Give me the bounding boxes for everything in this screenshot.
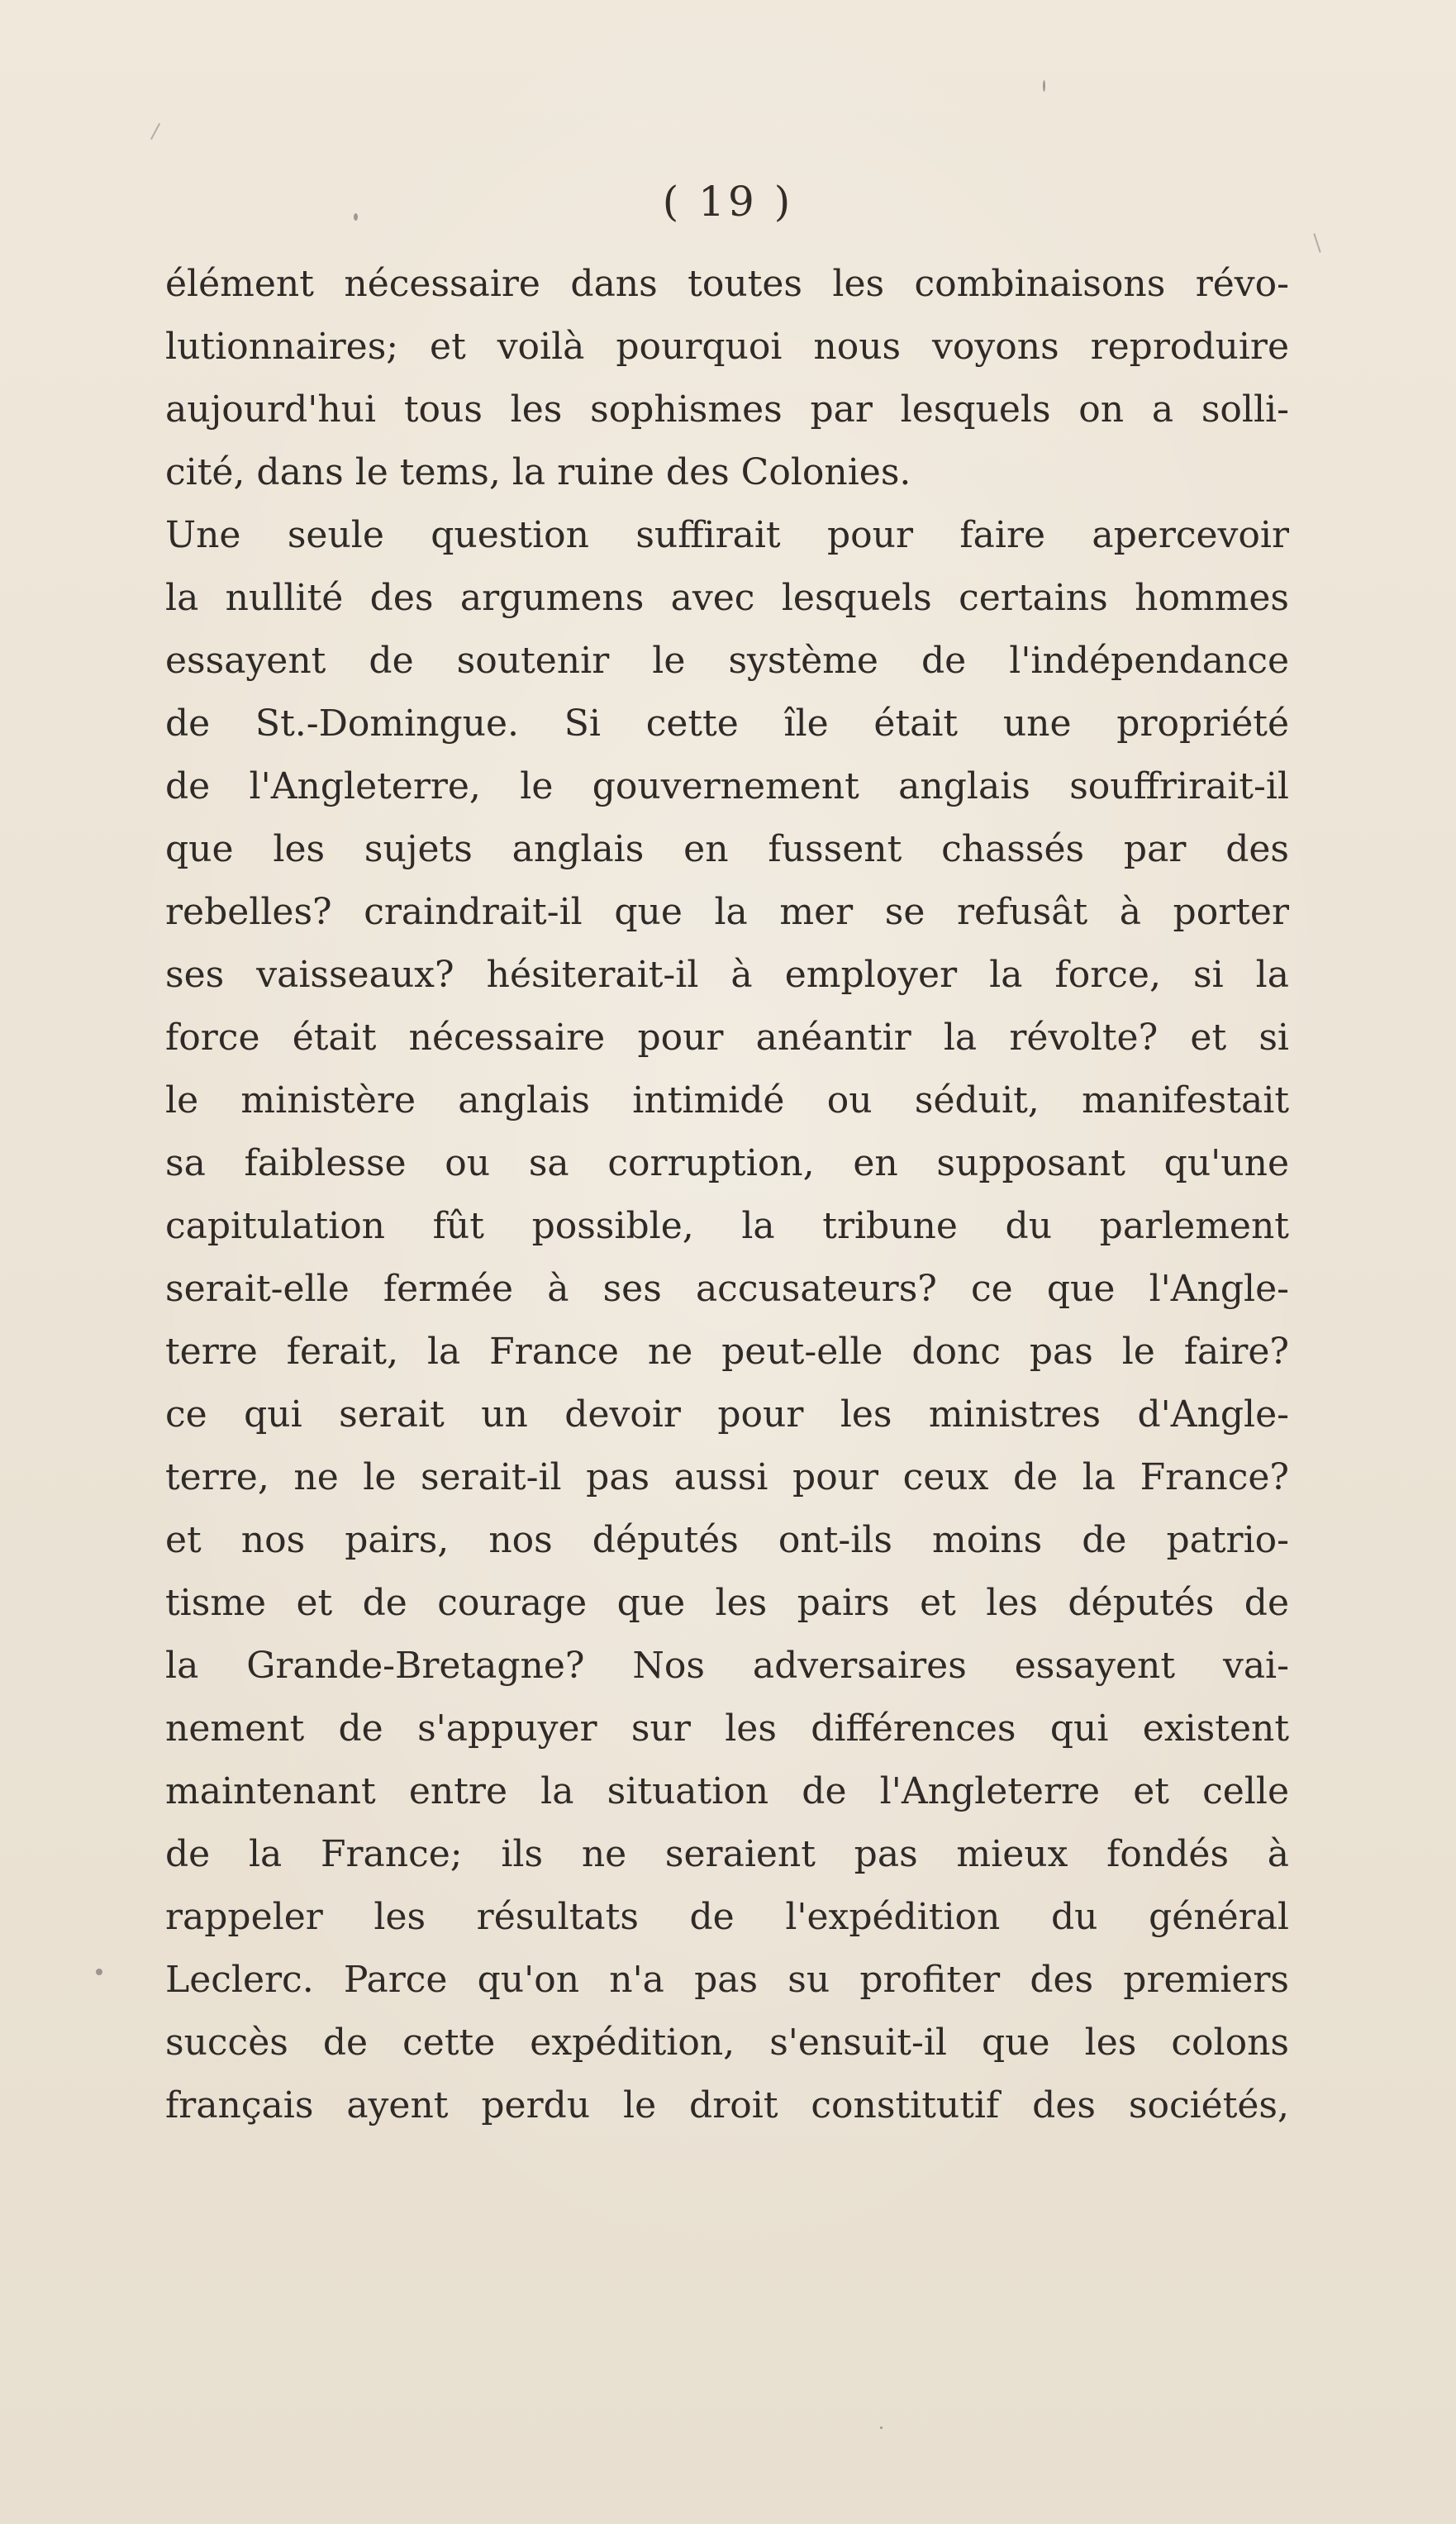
text-line: tisme et de courage que les pairs et les députés de — [165, 1582, 1289, 1624]
paper-speck — [96, 1969, 102, 1975]
text-line: Une seule question suffirait pour faire apercevoir — [165, 514, 1289, 556]
text-line: ses vaisseaux? hésiterait-il à employer la force, si la — [165, 954, 1289, 996]
text-line: maintenant entre la situation de l'Angleterre et celle — [165, 1770, 1289, 1812]
text-line: Leclerc. Parce qu'on n'a pas su profiter des premiers — [165, 1959, 1289, 2001]
text-line: lutionnaires; et voilà pourquoi nous voyons reproduire — [165, 326, 1289, 368]
text-line: ce qui serait un devoir pour les ministres d'Angle- — [165, 1393, 1289, 1436]
text-line: que les sujets anglais en fussent chassés par des — [165, 828, 1289, 870]
text-line: nement de s'appuyer sur les différences qui existent — [165, 1707, 1289, 1750]
text-line: de St.-Domingue. Si cette île était une propriété — [165, 702, 1289, 745]
text-line: terre ferait, la France ne peut-elle donc pas le faire? — [165, 1331, 1289, 1373]
text-line: serait-elle fermée à ses accusateurs? ce que l'Angle- — [165, 1268, 1289, 1310]
text-line: rappeler les résultats de l'expédition du général — [165, 1896, 1289, 1938]
text-line: français ayent perdu le droit constitutif des sociétés, — [165, 2084, 1289, 2126]
text-line: et nos pairs, nos députés ont-ils moins de patrio- — [165, 1519, 1289, 1561]
paper-mark — [1313, 233, 1320, 252]
page-number: ( 19 ) — [662, 178, 794, 226]
text-line: sa faiblesse ou sa corruption, en supposant qu'une — [165, 1142, 1289, 1184]
paper-mark — [150, 123, 160, 140]
text-line: de l'Angleterre, le gouvernement anglais souffrirait-il — [165, 765, 1289, 807]
text-line: élément nécessaire dans toutes les combinaisons révo- — [165, 263, 1289, 305]
paper-speck — [1043, 80, 1045, 92]
text-line: la nullité des argumens avec lesquels certains hommes — [165, 577, 1289, 619]
text-line: cité, dans le tems, la ruine des Colonies. — [165, 451, 911, 493]
text-line: de la France; ils ne seraient pas mieux fondés à — [165, 1833, 1289, 1875]
text-line: aujourd'hui tous les sophismes par lesquels on a solli- — [165, 388, 1289, 431]
paper-speck — [880, 2426, 883, 2429]
text-line: rebelles? craindrait-il que la mer se refusât à porter — [165, 891, 1289, 933]
text-line: succès de cette expédition, s'ensuit-il que les colons — [165, 2022, 1289, 2064]
text-line: force était nécessaire pour anéantir la révolte? et si — [165, 1017, 1289, 1059]
text-line: terre, ne le serait-il pas aussi pour ceux de la France? — [165, 1456, 1289, 1498]
text-line: essayent de soutenir le système de l'indépendance — [165, 640, 1289, 682]
body-text — [165, 253, 1289, 2137]
text-line: capitulation fût possible, la tribune du parlement — [165, 1205, 1289, 1247]
text-line: la Grande-Bretagne? Nos adversaires essayent vai- — [165, 1645, 1289, 1687]
text-line: le ministère anglais intimidé ou séduit, manifestait — [165, 1079, 1289, 1122]
